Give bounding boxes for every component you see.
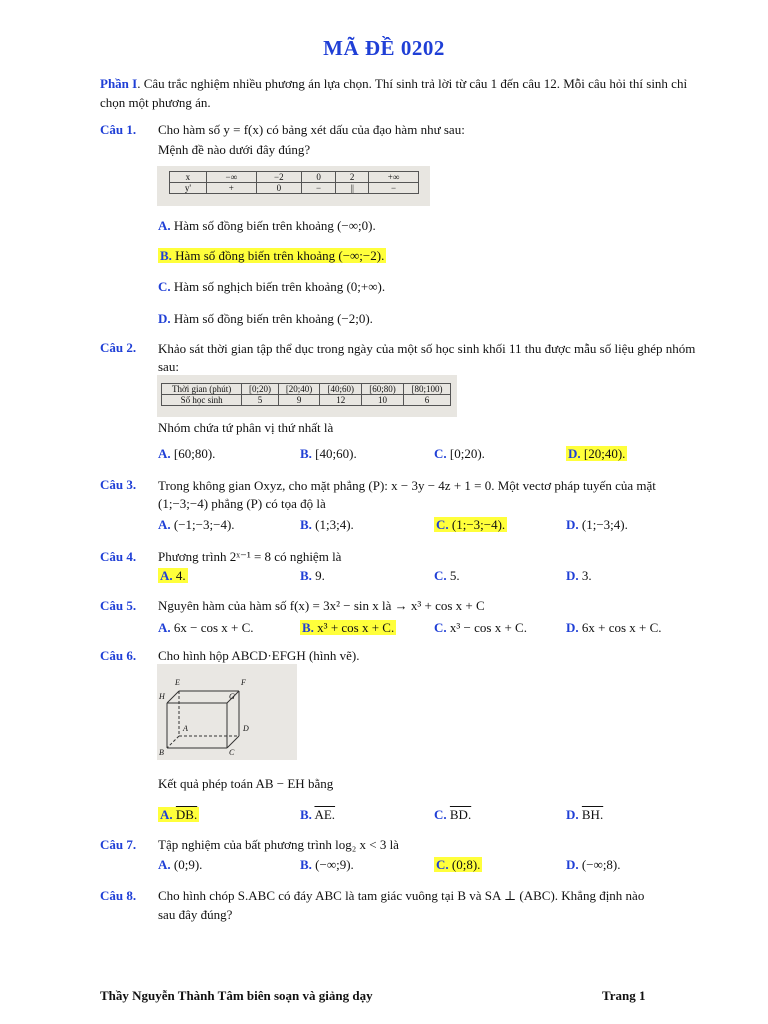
option-a[interactable]	[158, 218, 376, 234]
question-label: Câu 6.	[100, 648, 137, 663]
option-text: BD.	[449, 807, 472, 822]
option-letter: C.	[434, 807, 447, 822]
option-letter: A.	[158, 218, 171, 233]
option-letter: B.	[160, 248, 172, 263]
question-label: Câu 3.	[100, 477, 137, 492]
freq-table-cell: [40;60)	[320, 384, 362, 395]
vertex-label: C	[229, 748, 235, 757]
option-letter: B.	[300, 807, 312, 822]
option-text: 9.	[315, 568, 325, 583]
option-d[interactable]	[566, 807, 603, 823]
question-label: Câu 8.	[100, 888, 137, 903]
option-letter: D.	[566, 807, 579, 822]
option-letter: B.	[300, 857, 312, 872]
option-letter: D.	[566, 568, 579, 583]
option-c[interactable]	[434, 620, 527, 636]
option-a[interactable]	[158, 517, 235, 533]
option-letter: D.	[566, 620, 579, 635]
option-text: 5.	[449, 568, 460, 583]
option-letter: D.	[566, 517, 579, 532]
option-text: (0;9).	[173, 857, 203, 872]
vertex-label: H	[159, 692, 165, 701]
vertex-label: G	[229, 692, 235, 701]
option-c[interactable]	[434, 857, 482, 873]
option-b[interactable]	[158, 248, 386, 264]
option-d[interactable]	[566, 446, 627, 462]
question-text: Cho hình chóp S.ABC có đáy ABC là tam giác vuông tại B và SA ⊥ (ABC). Khẳng định nào	[158, 888, 645, 903]
sign-table-cell: +	[206, 183, 256, 194]
sign-table-cell: −2	[256, 172, 301, 183]
vertex-label: F	[241, 678, 246, 687]
option-a[interactable]	[158, 446, 215, 462]
option-d[interactable]	[566, 568, 592, 584]
question-text: Cho hình hộp ABCD·EFGH (hình vẽ).	[158, 648, 360, 663]
question-label: Câu 2.	[100, 340, 137, 355]
parallelepiped-figure	[157, 664, 297, 760]
freq-table-cell: 10	[362, 395, 404, 406]
option-text: 6x + cos x + C.	[581, 620, 662, 635]
sign-table-cell: −	[301, 183, 335, 194]
option-a[interactable]	[158, 857, 202, 873]
option-a[interactable]	[158, 568, 188, 584]
option-c[interactable]	[434, 807, 471, 823]
option-text: (−1;−3;−4).	[173, 517, 235, 532]
question-label: Câu 4.	[100, 549, 137, 564]
option-text: DB.	[175, 807, 198, 822]
question-label: Câu 5.	[100, 598, 137, 613]
sign-table-cell: −∞	[206, 172, 256, 183]
question-label: Câu 1.	[100, 122, 137, 137]
freq-table-cell: [0;20)	[242, 384, 278, 395]
question-text: Khảo sát thời gian tập thể dục trong ngày của một số học sinh khối 11 thu được mẫu số liệu ghép nhóm sau:	[158, 341, 696, 374]
option-text: 3.	[581, 568, 592, 583]
option-d[interactable]	[566, 620, 662, 636]
option-c[interactable]	[434, 446, 485, 462]
exam-code-title: MÃ ĐỀ 0202	[323, 36, 445, 60]
vertex-label: D	[243, 724, 249, 733]
option-letter: C.	[158, 279, 171, 294]
option-letter: D.	[568, 446, 581, 461]
option-text: (1;−3;−4).	[451, 517, 506, 532]
question-text: Tập nghiệm của bất phương trình log₂ x < 3 là	[158, 837, 399, 852]
option-text: [40;60).	[315, 446, 357, 461]
vertex-label: A	[183, 724, 188, 733]
option-text: (−∞;9).	[315, 857, 354, 872]
question-label: Câu 7.	[100, 837, 137, 852]
option-text: (1;−3;4).	[581, 517, 628, 532]
option-text: [0;20).	[449, 446, 485, 461]
option-c[interactable]	[434, 568, 460, 584]
option-c[interactable]	[434, 517, 507, 533]
sign-table-image	[157, 166, 430, 206]
option-letter: D.	[566, 857, 579, 872]
option-text: x³ − cos x + C.	[449, 620, 527, 635]
option-letter: C.	[434, 568, 447, 583]
sign-table-cell: ||	[336, 183, 369, 194]
option-text: x³ + cos x + C.	[317, 620, 395, 635]
sign-table-cell: 0	[301, 172, 335, 183]
page-number: Trang 1	[602, 988, 646, 1003]
option-b[interactable]	[300, 620, 396, 636]
option-text: (0;8).	[451, 857, 481, 872]
question-text-continued: sau đây đúng?	[158, 907, 233, 922]
option-letter: A.	[158, 857, 171, 872]
question-text: Phương trình 2ˣ⁻¹ = 8 có nghiệm là	[158, 549, 342, 564]
option-letter: C.	[434, 620, 447, 635]
option-letter: B.	[300, 517, 312, 532]
sign-table-cell: 2	[336, 172, 369, 183]
option-text: Hàm số đồng biến trên khoảng (−2;0).	[173, 311, 373, 326]
question-text: Nguyên hàm của hàm số f(x) = 3x² − sin x là → x³ + cos x + C	[158, 598, 485, 613]
question-subprompt: Kết quả phép toán AB − EH bằng	[158, 776, 334, 791]
freq-table-cell: [80;100)	[403, 384, 450, 395]
freq-table-cell: 5	[242, 395, 278, 406]
freq-table-cell: 9	[278, 395, 320, 406]
option-b[interactable]	[300, 568, 325, 584]
option-text: (−∞;8).	[581, 857, 621, 872]
freq-table-cell: [60;80)	[362, 384, 404, 395]
option-letter: C.	[434, 446, 447, 461]
frequency-table-image	[157, 375, 457, 417]
option-text: BH.	[581, 807, 604, 822]
option-letter: C.	[436, 517, 449, 532]
freq-table-cell: Số học sinh	[162, 395, 242, 406]
option-a[interactable]	[158, 620, 254, 636]
freq-table-cell: 6	[403, 395, 450, 406]
sign-table-cell: x	[170, 172, 207, 183]
option-text: [60;80).	[173, 446, 216, 461]
question-prompt: Mệnh đề nào dưới đây đúng?	[158, 142, 311, 157]
option-d[interactable]	[566, 857, 621, 873]
freq-table-cell: Thời gian (phút)	[162, 384, 242, 395]
option-letter: A.	[158, 620, 171, 635]
option-text: [20;40).	[583, 446, 626, 461]
vertex-label: B	[159, 748, 164, 757]
option-c[interactable]	[158, 279, 385, 295]
section-intro	[100, 74, 706, 112]
option-text: 4.	[175, 568, 186, 583]
option-letter: A.	[158, 446, 171, 461]
option-text: 6x − cos x + C.	[173, 620, 254, 635]
vertex-label: E	[175, 678, 180, 687]
option-d[interactable]	[566, 517, 628, 533]
freq-table-cell: 12	[320, 395, 362, 406]
option-letter: B.	[302, 620, 314, 635]
option-letter: A.	[160, 568, 173, 583]
option-a[interactable]	[158, 807, 199, 823]
option-letter: A.	[160, 807, 173, 822]
option-letter: A.	[158, 517, 171, 532]
footer-author: Thầy Nguyễn Thành Tâm biên soạn và giảng dạy	[100, 988, 373, 1003]
option-text: AE.	[314, 807, 336, 822]
option-text: (1;3;4).	[315, 517, 354, 532]
option-letter: B.	[300, 446, 312, 461]
option-b[interactable]	[300, 517, 354, 533]
question-subprompt: Nhóm chứa tứ phân vị thứ nhất là	[158, 420, 334, 435]
sign-table-cell: −	[369, 183, 419, 194]
sign-table-cell: +∞	[369, 172, 419, 183]
option-text: Hàm số đồng biến trên khoảng (−∞;−2).	[175, 248, 385, 263]
section-label: Phần I	[100, 76, 138, 91]
option-text: Hàm số đồng biến trên khoảng (−∞;0).	[173, 218, 376, 233]
option-b[interactable]	[300, 857, 354, 873]
sign-table-cell: 0	[256, 183, 301, 194]
section-instructions: . Câu trắc nghiệm nhiều phương án lựa chọn. Thí sinh trả lời từ câu 1 đến câu 12. Mỗi câu hỏi thí sinh chỉ chọn một phương án.	[100, 76, 688, 110]
option-letter: C.	[436, 857, 449, 872]
option-letter: B.	[300, 568, 312, 583]
freq-table-cell: [20;40)	[278, 384, 320, 395]
option-text: Hàm số nghịch biến trên khoảng (0;+∞).	[173, 279, 386, 294]
option-b[interactable]	[300, 446, 357, 462]
option-d[interactable]	[158, 311, 373, 327]
option-letter: D.	[158, 311, 171, 326]
sign-table-cell: y'	[170, 183, 207, 194]
question-text: Trong không gian Oxyz, cho mặt phẳng (P): x − 3y − 4z + 1 = 0. Một vectơ pháp tuyến của mặt (1;−3;−4) phẳng (P) có tọa độ là	[158, 478, 656, 511]
question-text: Cho hàm số y = f(x) có bảng xét dấu của đạo hàm như sau:	[158, 122, 465, 137]
option-b[interactable]	[300, 807, 335, 823]
